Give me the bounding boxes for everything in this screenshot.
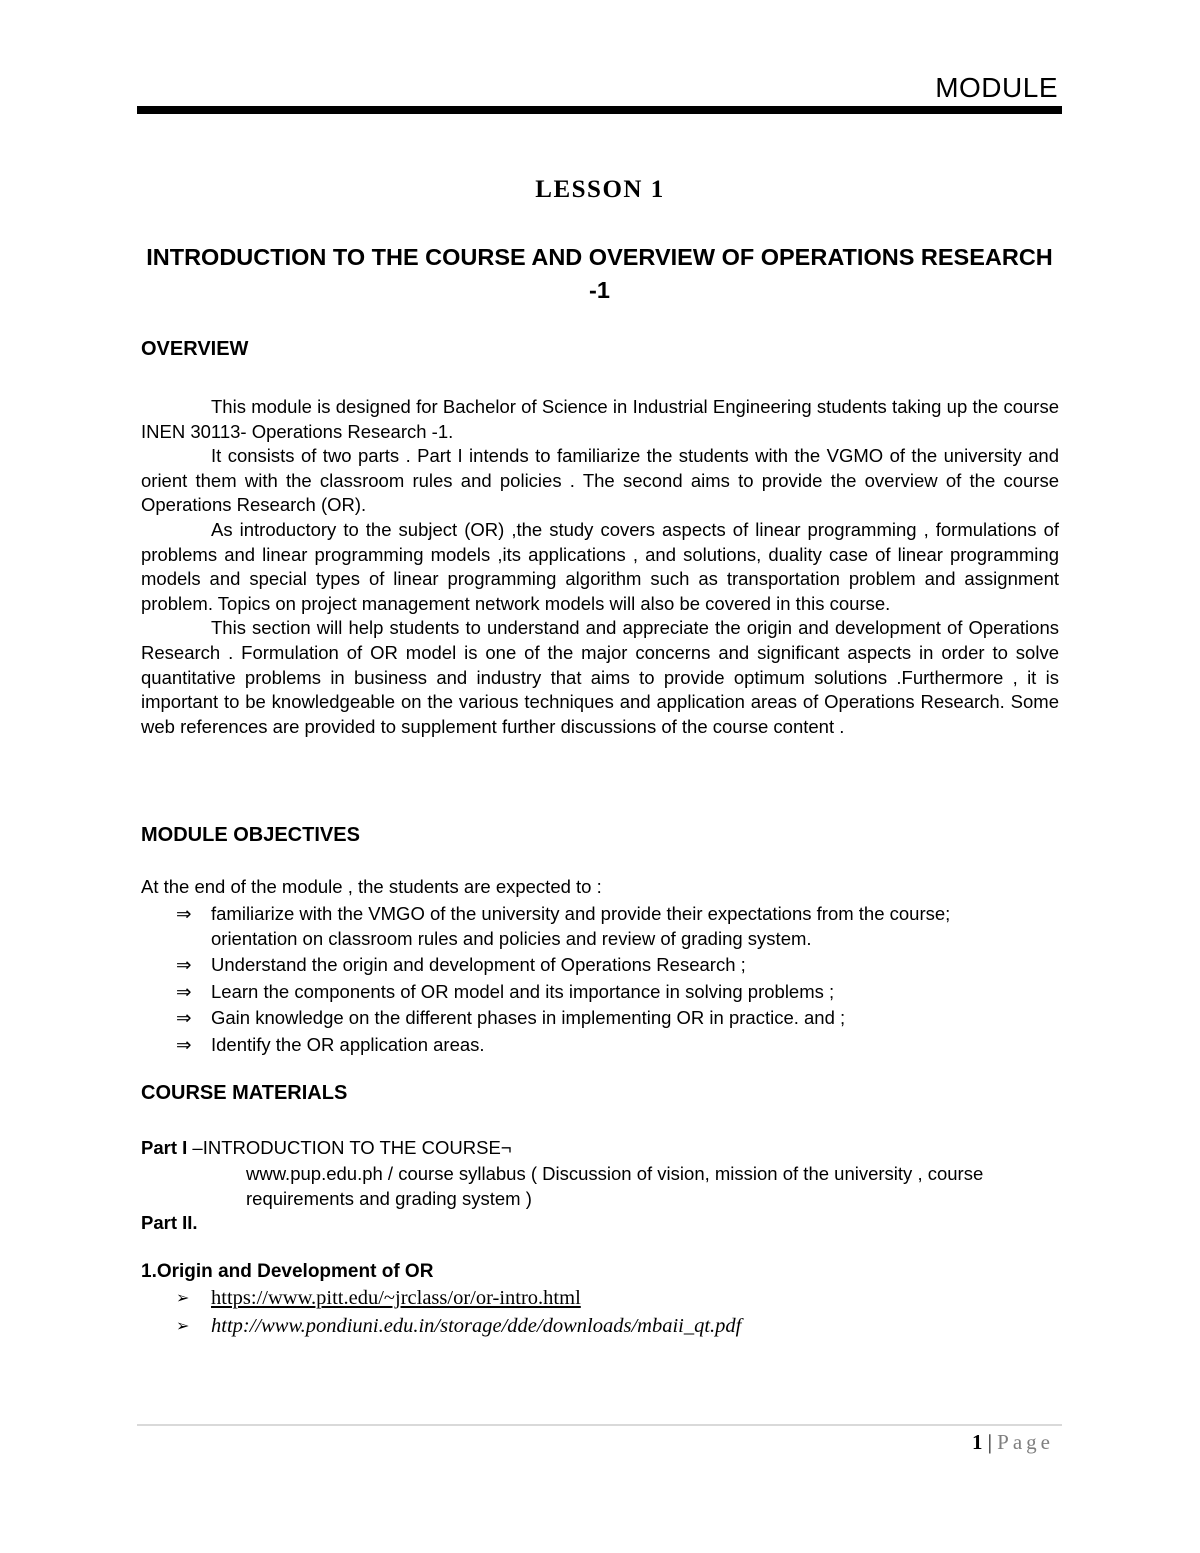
- page-title: INTRODUCTION TO THE COURSE AND OVERVIEW OF OPERATIONS RESEARCH -1: [146, 244, 1053, 303]
- overview-paragraph: As introductory to the subject (OR) ,the study covers aspects of linear programming , formulations of problems and linear programming models ,its applications , and solutions, duality case of linear programming models and special types of linear programming algorithm such as transportation problem and assignment problem. Topics on project management network models will also be covered in this course.: [141, 518, 1059, 614]
- arrow-right-icon: ⇒: [176, 903, 192, 924]
- list-item: [176, 1033, 1036, 1058]
- objective-text: Gain knowledge on the different phases in implementing OR in practice. and ;: [211, 1007, 846, 1028]
- lesson-label: LESSON 1: [535, 176, 665, 203]
- footer-rule: [137, 1424, 1062, 1426]
- list-item: [176, 953, 1036, 978]
- reference-list: [176, 1284, 1036, 1340]
- reference-link[interactable]: http://www.pondiuni.edu.in/storage/dde/downloads/mbaii_qt.pdf: [211, 1315, 742, 1337]
- page-footer: [972, 1430, 1054, 1455]
- overview-paragraph: This section will help students to understand and appreciate the origin and development of Operations Research . Formulation of OR model is one of the major concerns and significant aspects in order to solve quantitative problems in business and industry that aims to provide optimum solutions .Furthermore , it is important to be knowledgeable on the various techniques and application areas of Operations Research. Some web references are provided to supplement further discussions of the course content .: [141, 617, 1059, 737]
- header-rule: [137, 106, 1062, 114]
- list-item: [176, 1006, 1036, 1031]
- arrowhead-bullet-icon: ➢: [176, 1288, 190, 1307]
- list-item: [176, 1312, 1036, 1340]
- overview-body: [141, 395, 1059, 739]
- objective-text: Identify the OR application areas.: [211, 1033, 485, 1055]
- objectives-list: [176, 902, 1036, 1059]
- section-origin-heading: 1.Origin and Development of OR: [141, 1261, 434, 1282]
- arrow-right-icon: ⇒: [176, 954, 192, 975]
- reference-link[interactable]: https://www.pitt.edu/~jrclass/or/or-intro.html: [211, 1287, 581, 1309]
- part-one-description: www.pup.edu.ph / course syllabus ( Discussion of vision, mission of the university , course requirements and grading system ): [246, 1163, 984, 1209]
- objective-text: familiarize with the VMGO of the university and provide their expectations from the course; orientation on classroom rules and policies and review of grading system.: [211, 903, 951, 949]
- arrowhead-bullet-icon: ➢: [176, 1316, 190, 1335]
- objective-text: Understand the origin and development of Operations Research ;: [211, 954, 746, 975]
- objectives-intro: At the end of the module , the students are expected to :: [141, 876, 602, 897]
- materials-heading: COURSE MATERIALS: [141, 1082, 348, 1104]
- part-one-label: Part I: [141, 1137, 188, 1158]
- arrow-right-icon: ⇒: [176, 1007, 192, 1028]
- list-item: [176, 980, 1036, 1005]
- overview-paragraph: It consists of two parts . Part I intends to familiarize the students with the VGMO of the university and orient them with the classroom rules and policies . The second aims to provide the overview of the course Operations Research (OR).: [141, 445, 1059, 516]
- page-label: Page: [997, 1430, 1054, 1454]
- objectives-heading: MODULE OBJECTIVES: [141, 824, 360, 846]
- list-item: [176, 902, 1036, 951]
- list-item: [176, 1284, 1036, 1312]
- part-one-title: –INTRODUCTION TO THE COURSE¬: [187, 1137, 512, 1158]
- overview-heading: OVERVIEW: [141, 338, 249, 360]
- arrow-right-icon: ⇒: [176, 1033, 192, 1055]
- page-number: 1: [971, 1430, 983, 1454]
- part-two-label: Part II.: [141, 1212, 198, 1233]
- arrow-right-icon: ⇒: [176, 980, 192, 1002]
- footer-separator: |: [982, 1430, 998, 1454]
- part-one-line: [141, 1137, 512, 1159]
- module-header-title: MODULE: [935, 72, 1058, 103]
- objective-text: Learn the components of OR model and its importance in solving problems ;: [211, 980, 835, 1002]
- overview-paragraph: This module is designed for Bachelor of Science in Industrial Engineering students taking up the course INEN 30113- Operations Research -1.: [141, 396, 1059, 442]
